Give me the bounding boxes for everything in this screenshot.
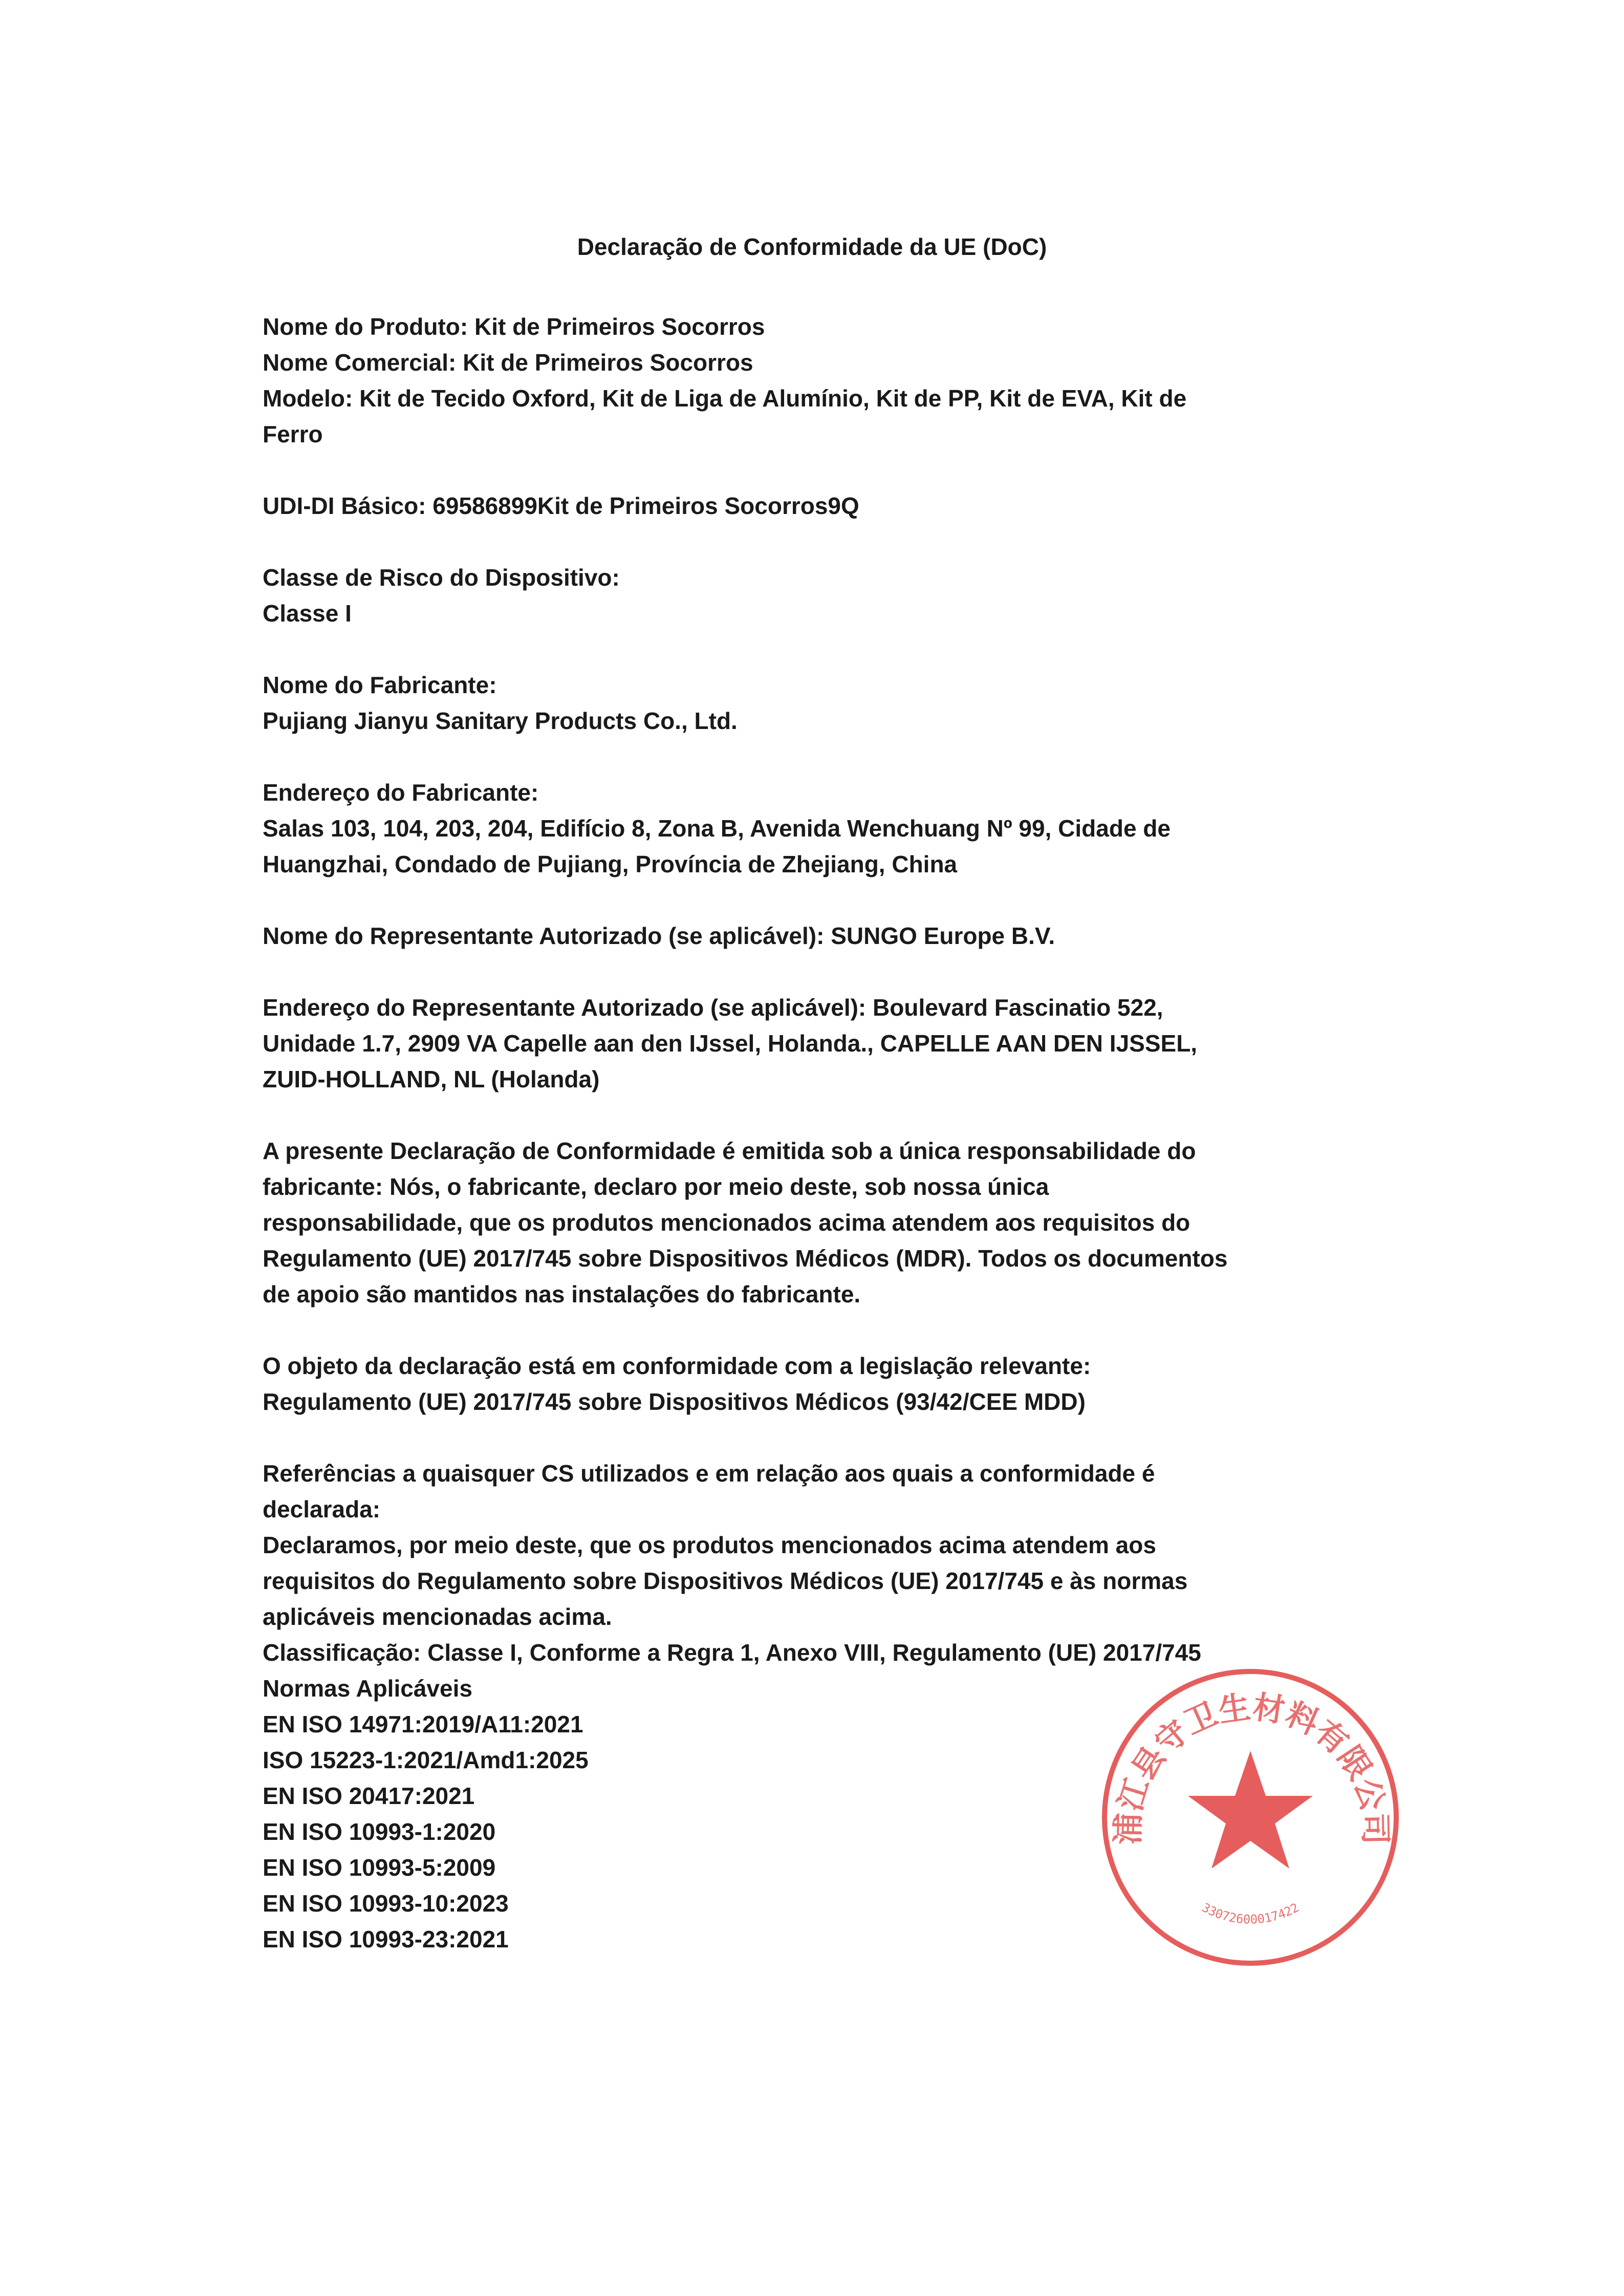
standard-item: EN ISO 10993-5:2009 xyxy=(263,1854,496,1881)
representative-address-line: ZUID-HOLLAND, NL (Holanda) xyxy=(263,1066,600,1092)
references-text-line: requisitos do Regulamento sobre Dispositivos Médicos (UE) 2017/745 e às normas xyxy=(263,1568,1188,1594)
legislation-text-line: Regulamento (UE) 2017/745 sobre Dispositivos Médicos (93/42/CEE MDD) xyxy=(263,1388,1086,1415)
seal-number-text: 33072600017422 xyxy=(1199,1900,1302,1927)
standard-item: EN ISO 20417:2021 xyxy=(263,1783,475,1809)
standards-heading: Normas Aplicáveis xyxy=(263,1675,472,1702)
legislation-text-line: O objeto da declaração está em conformidade com a legislação relevante: xyxy=(263,1353,1091,1379)
references-text-line: Declaramos, por meio deste, que os produtos mencionados acima atendem aos xyxy=(263,1532,1156,1558)
model-value-continuation: Ferro xyxy=(263,421,323,447)
references-text-line: aplicáveis mencionadas acima. xyxy=(263,1603,612,1630)
model-label: Modelo: xyxy=(263,385,353,412)
responsibility-text-line: de apoio são mantidos nas instalações do fabricante. xyxy=(263,1281,861,1307)
references-text-line: declarada: xyxy=(263,1496,381,1522)
trade-name-value: Kit de Primeiros Socorros xyxy=(463,349,753,376)
product-name-value: Kit de Primeiros Socorros xyxy=(474,313,765,340)
standard-item: EN ISO 10993-23:2021 xyxy=(263,1926,509,1952)
manufacturer-address-line: Huangzhai, Condado de Pujiang, Província de Zhejiang, China xyxy=(263,851,958,877)
udi-row xyxy=(263,488,1368,524)
company-seal-stamp xyxy=(1092,1659,1409,1976)
representative-name-row xyxy=(263,918,1368,954)
trade-name-row xyxy=(263,345,1368,380)
document-title: Declaração de Conformidade da UE (DoC) xyxy=(577,233,1047,260)
responsibility-text-line: responsabilidade, que os produtos mencionados acima atendem aos requisitos do xyxy=(263,1209,1190,1236)
trade-name-label: Nome Comercial: xyxy=(263,349,457,376)
udi-value: 69586899Kit de Primeiros Socorros9Q xyxy=(432,492,859,519)
standard-item: ISO 15223-1:2021/Amd1:2025 xyxy=(263,1747,589,1773)
representative-address-row xyxy=(263,990,1368,1025)
manufacturer-address-line: Salas 103, 104, 203, 204, Edifício 8, Zona B, Avenida Wenchuang Nº 99, Cidade de xyxy=(263,815,1171,842)
model-value: Kit de Tecido Oxford, Kit de Liga de Alumínio, Kit de PP, Kit de EVA, Kit de xyxy=(359,385,1187,412)
standard-item: EN ISO 14971:2019/A11:2021 xyxy=(263,1711,583,1737)
seal-company-text: 浦江县守卫生材料有限公司 xyxy=(1109,1688,1395,1845)
responsibility-text-line: A presente Declaração de Conformidade é emitida sob a única responsabilidade do xyxy=(263,1138,1196,1164)
standard-item: EN ISO 10993-10:2023 xyxy=(263,1890,509,1917)
representative-address-line: Boulevard Fascinatio 522, xyxy=(873,994,1163,1021)
product-name-row xyxy=(263,309,1368,345)
manufacturer-name-label: Nome do Fabricante: xyxy=(263,672,497,698)
representative-name-value: SUNGO Europe B.V. xyxy=(831,922,1055,949)
risk-class-label: Classe de Risco do Dispositivo: xyxy=(263,564,620,591)
responsibility-text-line: fabricante: Nós, o fabricante, declaro por meio deste, sob nossa única xyxy=(263,1173,1049,1200)
product-name-label: Nome do Produto: xyxy=(263,313,468,340)
representative-address-label: Endereço do Representante Autorizado (se aplicável): xyxy=(263,994,867,1021)
udi-label: UDI-DI Básico: xyxy=(263,492,426,519)
representative-name-label: Nome do Representante Autorizado (se aplicável): xyxy=(263,922,825,949)
risk-class-value: Classe I xyxy=(263,600,352,627)
references-text-line: Referências a quaisquer CS utilizados e em relação aos quais a conformidade é xyxy=(263,1460,1155,1487)
classification-text: Classificação: Classe I, Conforme a Regra 1, Anexo VIII, Regulamento (UE) 2017/745 xyxy=(263,1639,1201,1666)
manufacturer-address-label: Endereço do Fabricante: xyxy=(263,779,539,806)
representative-address-line: Unidade 1.7, 2909 VA Capelle aan den IJssel, Holanda., CAPELLE AAN DEN IJSSEL, xyxy=(263,1030,1198,1057)
standard-item: EN ISO 10993-1:2020 xyxy=(263,1818,496,1845)
seal-star-icon xyxy=(1188,1751,1313,1869)
model-row xyxy=(263,380,1368,416)
manufacturer-name-value: Pujiang Jianyu Sanitary Products Co., Ltd. xyxy=(263,707,738,734)
responsibility-text-line: Regulamento (UE) 2017/745 sobre Dispositivos Médicos (MDR). Todos os documentos xyxy=(263,1245,1228,1272)
